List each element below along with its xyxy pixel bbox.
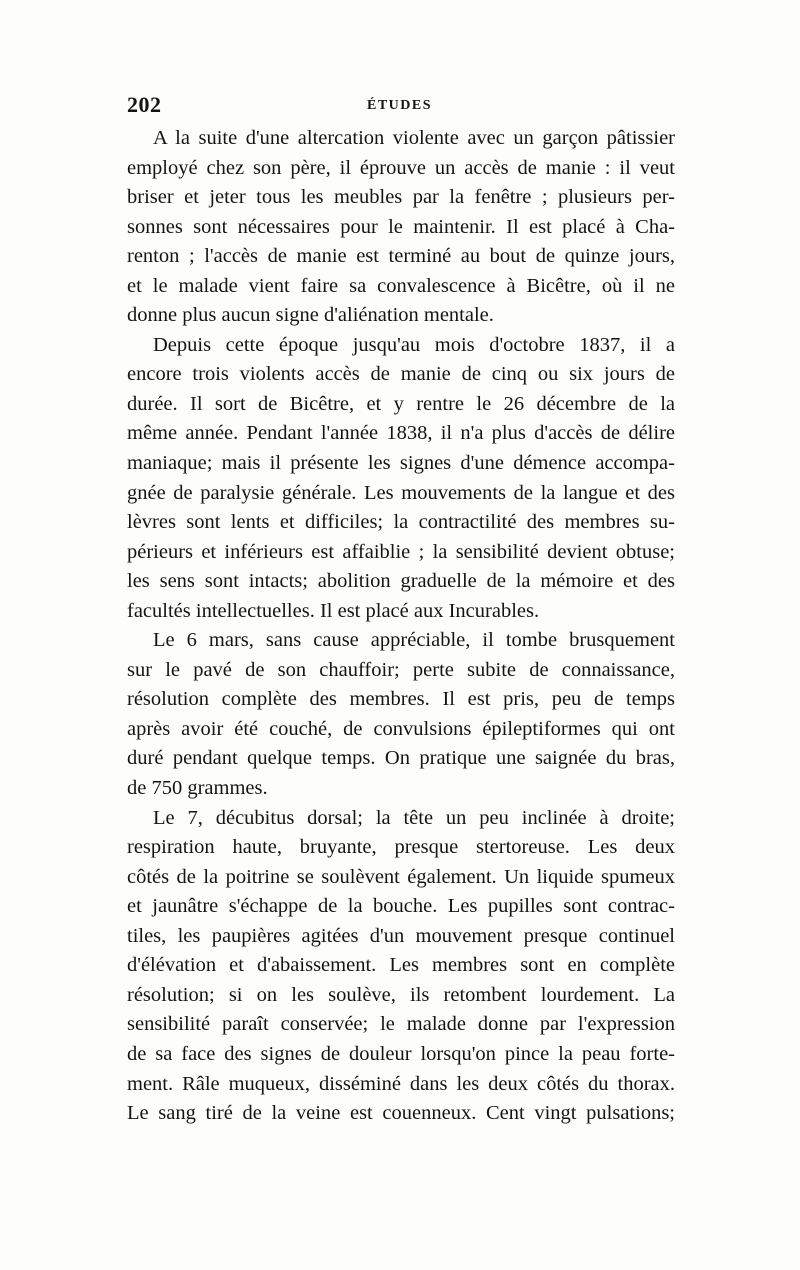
- text-line: et jaunâtre s'échappe de la bouche. Les pupilles sont contrac-: [127, 895, 675, 918]
- text-line: sensibilité paraît conservée; le malade donne par l'expression: [127, 1013, 675, 1036]
- text-line: Le sang tiré de la veine est couenneux. Cent vingt pulsations;: [127, 1102, 675, 1125]
- text-line: lèvres sont lents et difficiles; la contractilité des membres su-: [127, 511, 675, 534]
- text-line: après avoir été couché, de convulsions épileptiformes qui ont: [127, 717, 675, 740]
- text-line: Le 6 mars, sans cause appréciable, il tombe brusquement: [153, 629, 675, 652]
- text-line: les sens sont intacts; abolition graduelle de la mémoire et des: [127, 570, 675, 593]
- text-line: périeurs et inférieurs est affaiblie ; la sensibilité devient obtuse;: [127, 540, 675, 563]
- text-line: tiles, les paupières agitées d'un mouvement presque continuel: [127, 924, 675, 947]
- text-line: Le 7, décubitus dorsal; la tête un peu inclinée à droite;: [153, 806, 675, 829]
- text-line: duré pendant quelque temps. On pratique une saignée du bras,: [127, 747, 675, 770]
- page-number: 202: [127, 92, 162, 117]
- text-line: Depuis cette époque jusqu'au mois d'octobre 1837, il a: [153, 333, 675, 356]
- running-title: ÉTUDES: [367, 98, 433, 113]
- text-line: sonnes sont nécessaires pour le maintenir. Il est placé à Cha-: [127, 215, 675, 238]
- running-head: [127, 92, 677, 122]
- text-line: encore trois violents accès de manie de cinq ou six jours de: [127, 363, 675, 386]
- text-line: renton ; l'accès de manie est terminé au bout de quinze jours,: [127, 245, 675, 268]
- text-line: sur le pavé de son chauffoir; perte subite de connaissance,: [127, 658, 675, 681]
- text-line: de sa face des signes de douleur lorsqu'on pince la peau forte-: [127, 1042, 675, 1065]
- text-line: briser et jeter tous les meubles par la fenêtre ; plusieurs per-: [127, 186, 675, 209]
- text-line: employé chez son père, il éprouve un accès de manie : il veut: [127, 156, 675, 179]
- text-line: même année. Pendant l'année 1838, il n'a plus d'accès de délire: [127, 422, 675, 445]
- text-line: résolution; si on les soulève, ils retombent lourdement. La: [127, 983, 675, 1006]
- text-line: d'élévation et d'abaissement. Les membres sont en complète: [127, 954, 675, 977]
- text-line: facultés intellectuelles. Il est placé aux Incurables.: [127, 599, 540, 622]
- text-line: durée. Il sort de Bicêtre, et y rentre le 26 décembre de la: [127, 392, 675, 415]
- text-line: respiration haute, bruyante, presque stertoreuse. Les deux: [127, 836, 675, 859]
- text-line: de 750 grammes.: [127, 777, 268, 800]
- text-line: et le malade vient faire sa convalescence à Bicêtre, où il ne: [127, 274, 675, 297]
- body-text: [127, 124, 675, 1129]
- text-line: donne plus aucun signe d'aliénation mentale.: [127, 304, 494, 327]
- text-line: ment. Râle muqueux, disséminé dans les deux côtés du thorax.: [127, 1072, 675, 1095]
- text-line: résolution complète des membres. Il est pris, peu de temps: [127, 688, 675, 711]
- text-line: gnée de paralysie générale. Les mouvements de la langue et des: [127, 481, 675, 504]
- text-line: maniaque; mais il présente les signes d'une démence accompa-: [127, 452, 675, 475]
- text-line: côtés de la poitrine se soulèvent également. Un liquide spumeux: [127, 865, 675, 888]
- text-line: A la suite d'une altercation violente avec un garçon pâtissier: [153, 127, 675, 149]
